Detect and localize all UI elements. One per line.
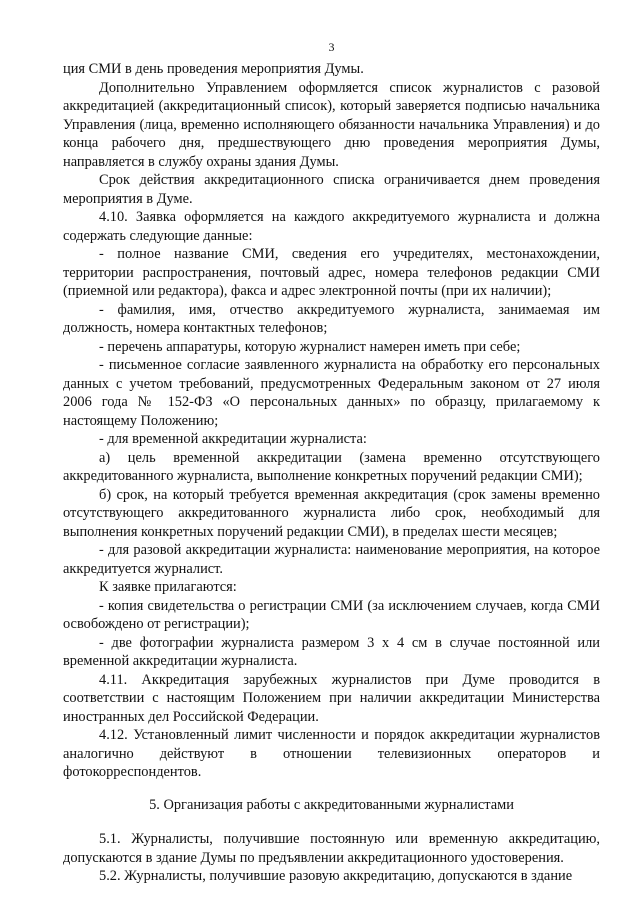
page-number: 3 (328, 40, 335, 54)
paragraph: б) срок, на который требуется временная аккредитация (срок замены временно отсутствующего аккредитованного журналиста либо срок, необходимый для выполнения конкретных поручений редакции СМИ), в пределах шести месяцев; (63, 486, 600, 540)
paragraph: - фамилия, имя, отчество аккредитуемого журналиста, занимаемая им должность, номера контактных телефонов; (63, 301, 600, 336)
paragraph: Дополнительно Управлением оформляется список журналистов с разовой аккредитацией (аккредитационный список), который заверяется подписью начальника Управления (лица, временно исполняющего обязанности начальника Управления) и до конца рабочего дня, предшествующего дню проведения мероприятия Думы, направляется в службу охраны здания Думы. (63, 79, 600, 170)
paragraph: ция СМИ в день проведения мероприятия Думы. (63, 61, 364, 77)
paragraph: 4.12. Установленный лимит численности и порядок аккредитации журналистов аналогично действуют в отношении телевизионных операторов и фотокорреспондентов. (63, 727, 600, 780)
paragraph: - для временной аккредитации журналиста: (99, 431, 367, 447)
paragraph: К заявке прилагаются: (99, 579, 237, 595)
paragraph: 5.1. Журналисты, получившие постоянную или временную аккредитацию, допускаются в здание Думы по предъявлении аккредитационного удостоверения. (63, 831, 600, 866)
paragraph: 4.10. Заявка оформляется на каждого аккредитуемого журналиста и должна содержать следующие данные: (63, 209, 600, 244)
paragraph: а) цель временной аккредитации (замена временно отсутствующего аккредитованного журналиста, выполнение конкретных поручений редакции СМИ); (63, 449, 600, 484)
paragraph: 5.2. Журналисты, получившие разовую аккредитацию, допускаются в здание (99, 868, 573, 884)
paragraph: 4.11. Аккредитация зарубежных журналистов при Думе проводится в соответствии с настоящим Положением при наличии аккредитации Министерства иностранных дел Российской Федерации. (63, 671, 600, 725)
paragraph: - две фотографии журналиста размером 3 х 4 см в случае постоянной или временной аккредитации журналиста. (63, 634, 600, 669)
paragraph: - копия свидетельства о регистрации СМИ (за исключением случаев, когда СМИ освобождено от регистрации); (63, 597, 600, 632)
paragraph: - полное название СМИ, сведения его учредителях, местонахождении, территории распространения, почтовый адрес, номера телефонов редакции СМИ (приемной или редактора), факса и адрес электронной почты (при их наличии); (63, 246, 600, 299)
paragraph: - перечень аппаратуры, которую журналист намерен иметь при себе; (99, 338, 521, 355)
section-heading: 5. Организация работы с аккредитованными журналистами (149, 796, 514, 813)
paragraph: - для разовой аккредитации журналиста: наименование мероприятия, на которое аккредитуется журналист. (63, 542, 600, 577)
paragraph: Срок действия аккредитационного списка ограничивается днем проведения мероприятия в Думе. (63, 172, 600, 207)
paragraph: - письменное согласие заявленного журналиста на обработку его персональных данных с учетом требований, предусмотренных Федеральным законом от 27 июля 2006 года № 152-ФЗ «О персональных данных» по образцу, прилагаемому к настоящему Положению; (63, 357, 600, 429)
